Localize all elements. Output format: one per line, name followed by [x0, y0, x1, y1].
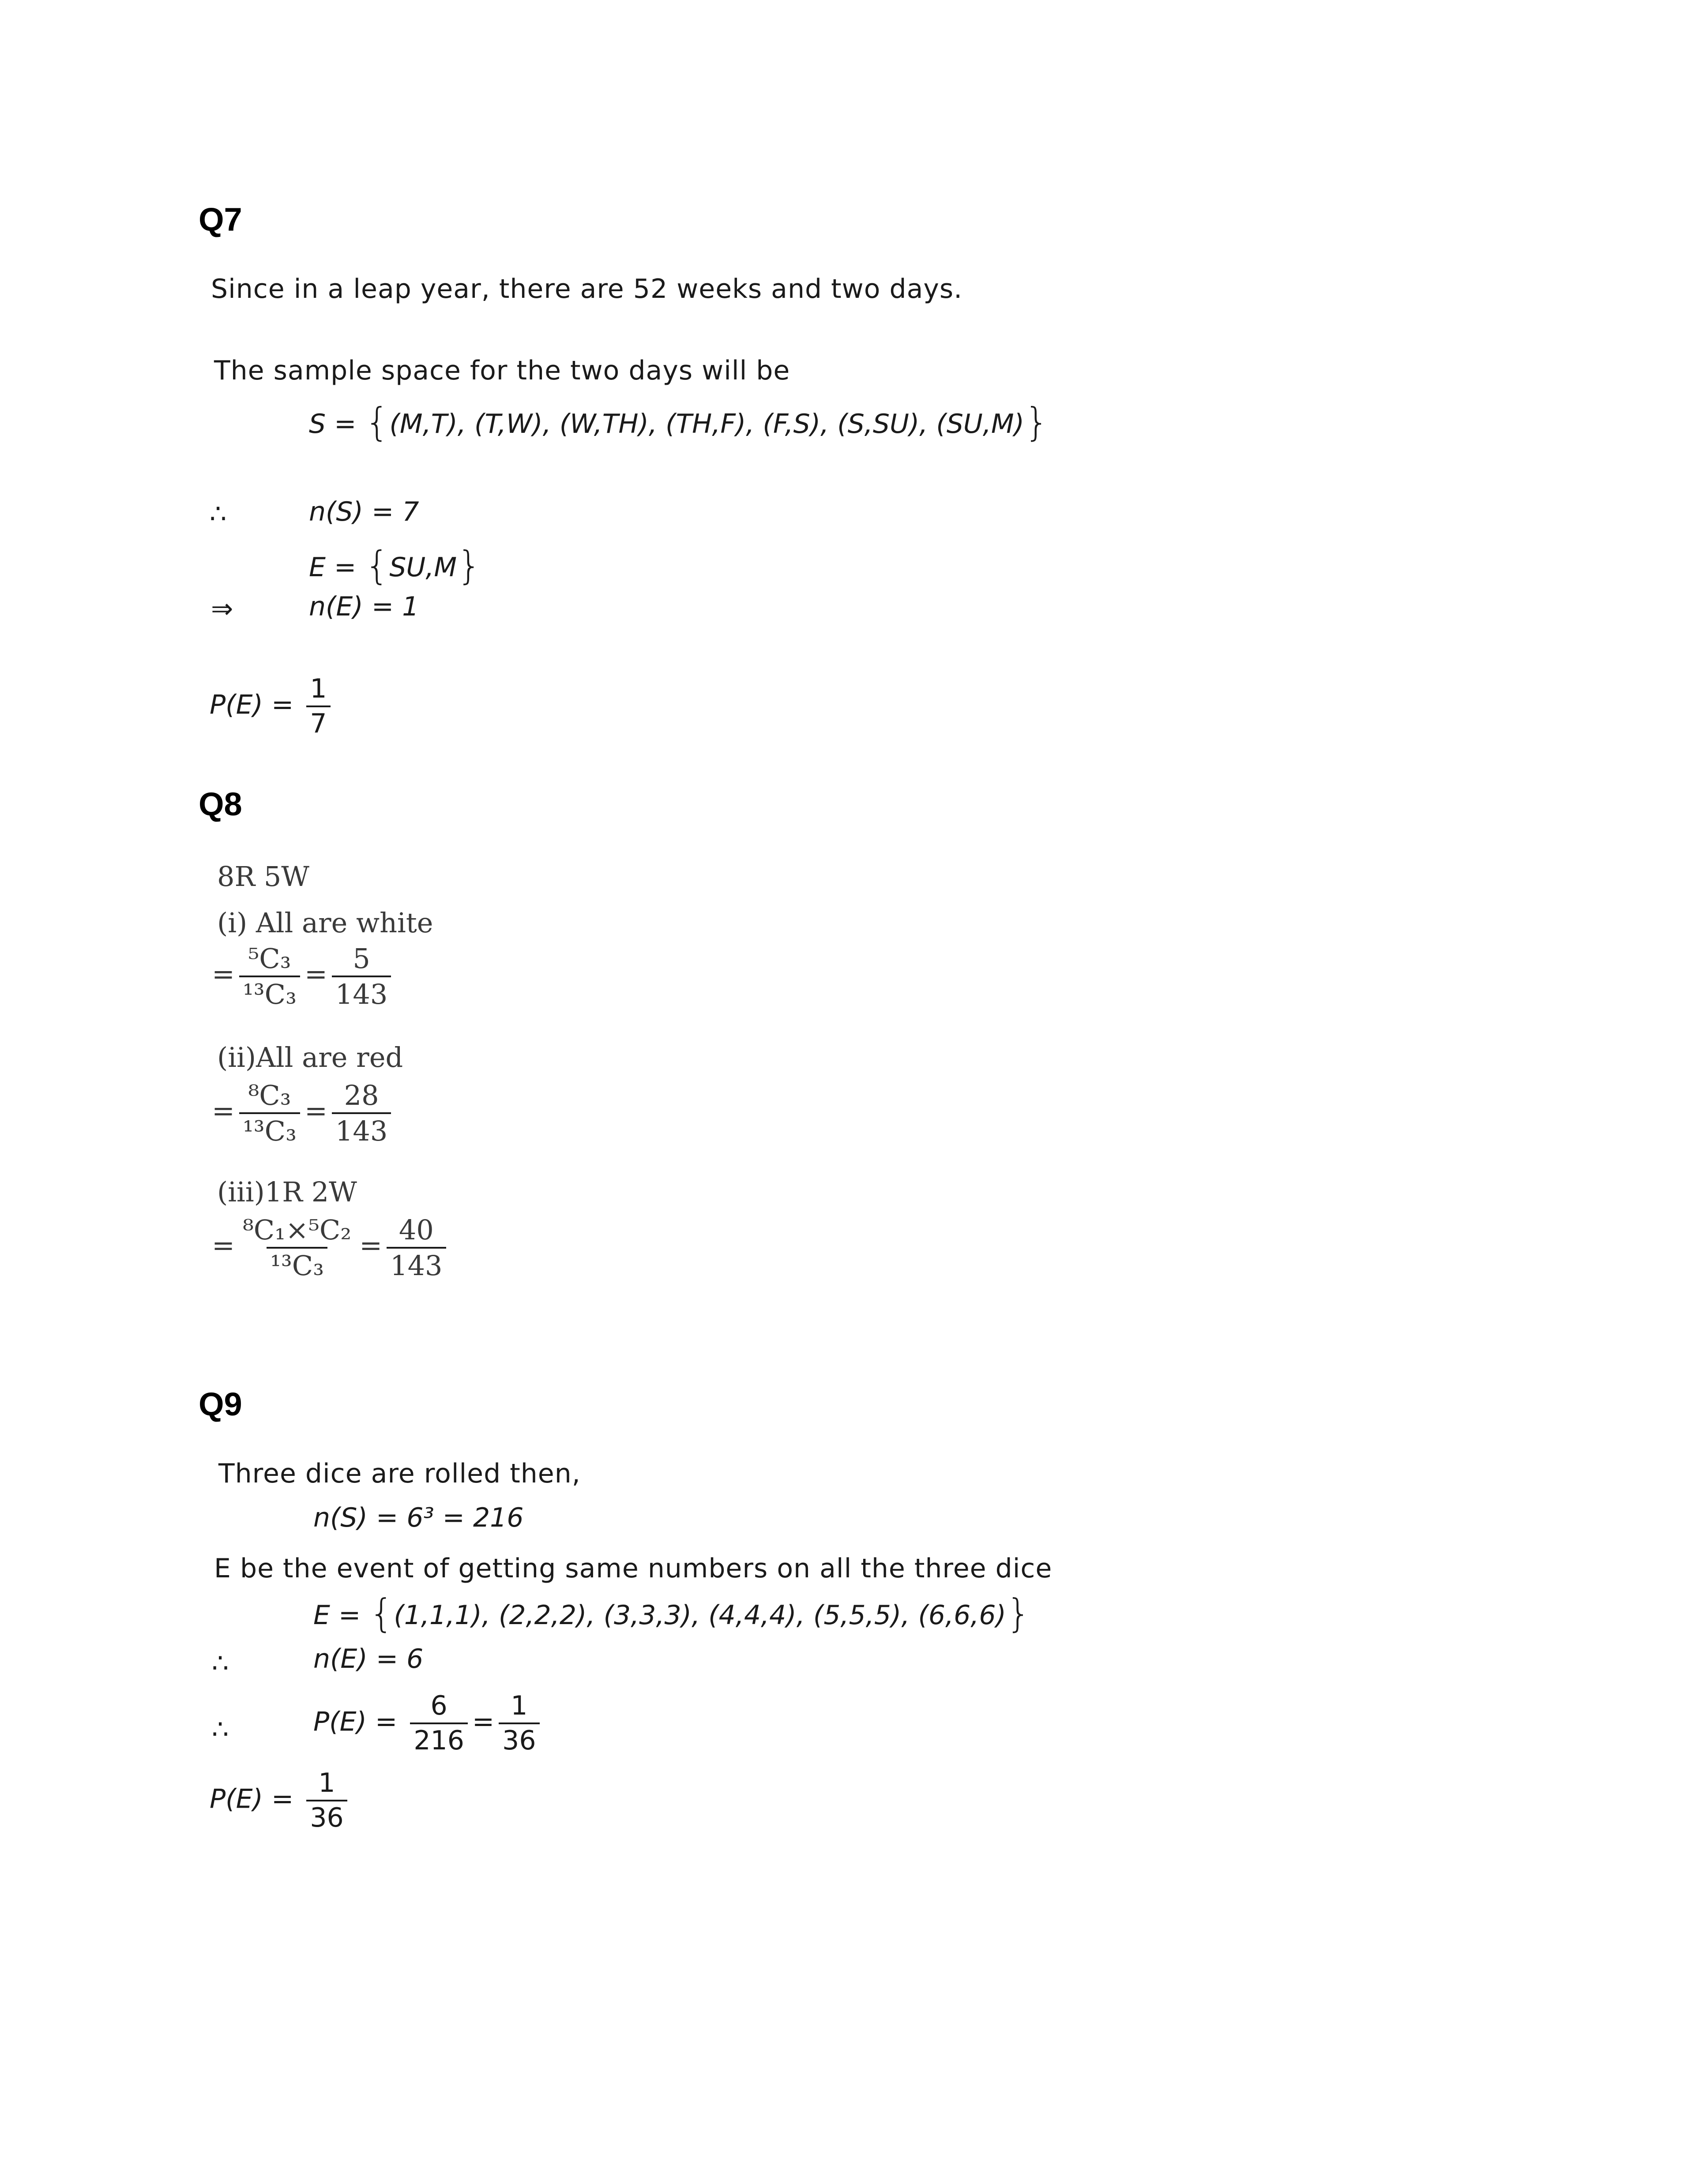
- q7-line2: The sample space for the two days will be: [214, 355, 790, 386]
- q9-heading: Q9: [199, 1386, 242, 1422]
- q9-probability: P(E) = $\frac{6}{216}$ = $\frac{1}{36}$: [313, 1692, 544, 1755]
- q7-nE: n(E) = 1: [309, 591, 419, 622]
- q7-heading: Q7: [199, 201, 242, 238]
- q7-event-set: E = {SU,M}: [309, 543, 482, 588]
- q8-part3-label: (iii)1R 2W: [217, 1176, 357, 1208]
- q7-therefore-symbol: ∴: [210, 499, 227, 529]
- q7-E-set: SU,M: [389, 552, 457, 583]
- q7-S-set: (M,T), (T,W), (W,TH), (TH,F), (F,S), (S,SU), (SU,M): [389, 409, 1025, 439]
- q7-S-lhs: S =: [309, 409, 357, 439]
- q9-E-set: (1,1,1), (2,2,2), (3,3,3), (4,4,4), (5,5,5), (6,6,6): [394, 1600, 1006, 1631]
- q7-probability: P(E) = $\frac{1}{7}$: [210, 675, 335, 738]
- q7-nS: n(S) = 7: [309, 496, 419, 527]
- q9-line2: E be the event of getting same numbers on all the three dice: [214, 1553, 1053, 1584]
- q8-heading: Q8: [199, 786, 242, 822]
- q9-probability-final: P(E) = $\frac{1}{36}$: [210, 1769, 352, 1832]
- q7-line1: Since in a leap year, there are 52 weeks and two days.: [211, 274, 963, 304]
- q9-therefore-symbol-1: ∴: [212, 1648, 229, 1679]
- q9-line1: Three dice are rolled then,: [218, 1458, 581, 1489]
- q9-event-set: E = {(1,1,1), (2,2,2), (3,3,3), (4,4,4), (5,5,5), (6,6,6)}: [313, 1591, 1031, 1636]
- q8-part2-label: (ii)All are red: [217, 1041, 403, 1073]
- q7-sample-space: S = {(M,T), (T,W), (W,TH), (TH,F), (F,S), (S,SU), (SU,M)}: [309, 399, 1049, 445]
- q8-part2-expression: = $\frac{\text{⁸C₃}}{\text{¹³C₃}}$ = $\frac{28}{143}$: [212, 1081, 395, 1145]
- q8-part1-expression: = $\frac{\text{⁵C₃}}{\text{¹³C₃}}$ = $\frac{5}{143}$: [212, 944, 395, 1009]
- q8-line1: 8R 5W: [217, 860, 310, 893]
- q7-probability-fraction: $\frac{1}{7}$: [306, 675, 330, 738]
- q8-part3-expression: = $\frac{\text{⁸C₁×⁵C₂}}{\text{¹³C₃}}$ = $\frac{40}{143}$: [212, 1216, 451, 1280]
- q7-implies-symbol: ⇒: [211, 593, 233, 624]
- q9-nS: n(S) = 6³ = 216: [313, 1502, 524, 1533]
- q8-part1-label: (i) All are white: [217, 907, 433, 939]
- q9-therefore-symbol-2: ∴: [212, 1714, 229, 1745]
- q9-nE: n(E) = 6: [313, 1644, 424, 1674]
